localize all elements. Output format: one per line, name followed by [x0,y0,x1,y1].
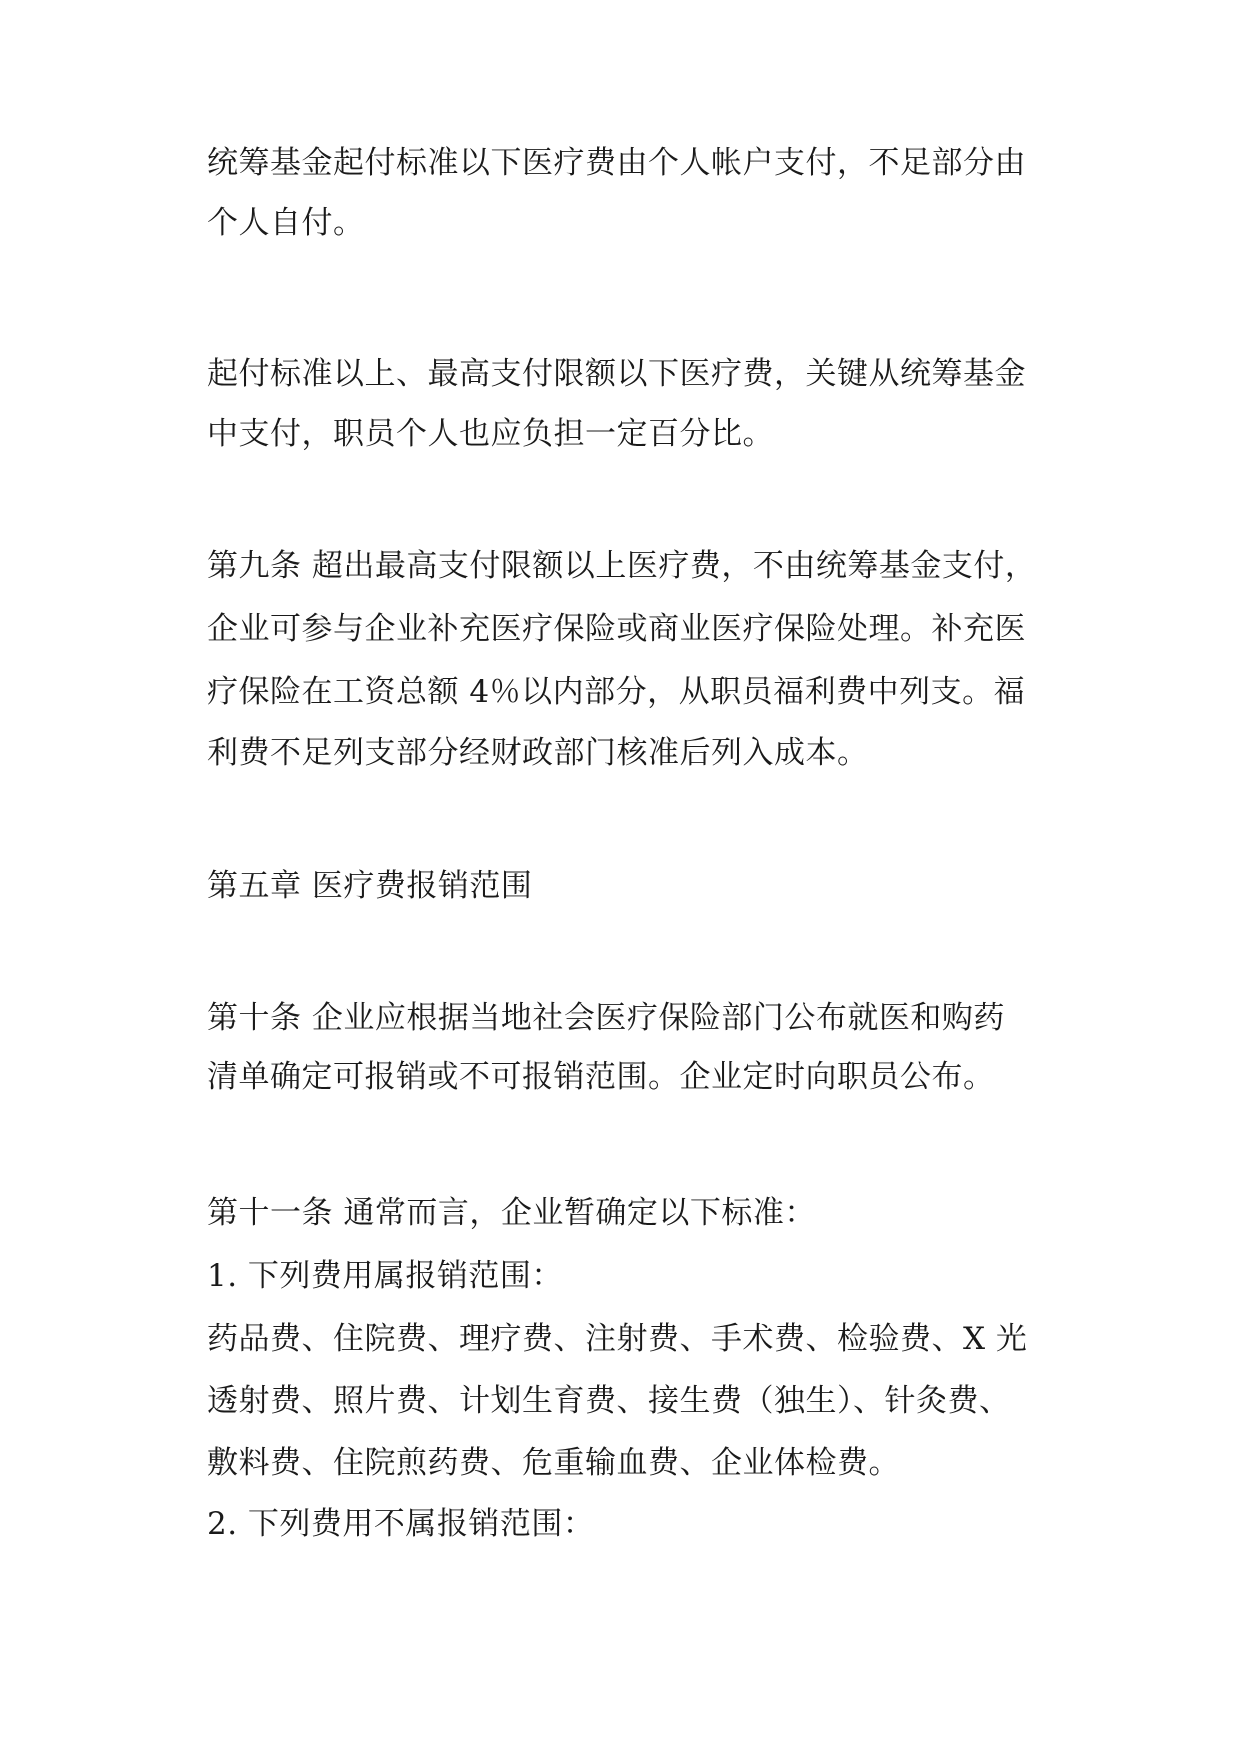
list-item-body-line: 透射费、照片费、计划生育费、接生费（独生）、针灸费、 [207,1383,1011,1419]
article-9-line: 利费不足列支部分经财政部门核准后列入成本。 [207,735,869,771]
list-item-heading: 2. 下列费用不属报销范围： [207,1506,595,1542]
list-item-body-line: 敷料费、住院煎药费、危重输血费、企业体检费。 [207,1445,900,1481]
article-11-intro: 第十一条 通常而言，企业暂确定以下标准： [207,1195,816,1231]
list-item-heading: 1. 下列费用属报销范围： [207,1258,563,1294]
article-9-line: 企业可参与企业补充医疗保险或商业医疗保险处理。补充医 [207,611,1026,647]
paragraph-line: 统筹基金起付标准以下医疗费由个人帐户支付，不足部分由 [207,145,1026,181]
list-item-body-line: 药品费、住院费、理疗费、注射费、手术费、检验费、X 光 [207,1321,1028,1357]
paragraph-line: 起付标准以上、最高支付限额以下医疗费，关键从统筹基金 [207,356,1026,392]
paragraph-line: 中支付，职员个人也应负担一定百分比。 [207,416,774,452]
article-10-line: 第十条 企业应根据当地社会医疗保险部门公布就医和购药 [207,1000,1005,1036]
article-9-line: 疗保险在工资总额 4％以内部分，从职员福利费中列支。福 [207,674,1026,710]
paragraph-line: 个人自付。 [207,205,365,241]
chapter-heading: 第五章 医疗费报销范围 [207,868,533,904]
article-10-line: 清单确定可报销或不可报销范围。企业定时向职员公布。 [207,1059,995,1095]
article-9-line: 第九条 超出最高支付限额以上医疗费，不由统筹基金支付， [207,548,1037,584]
